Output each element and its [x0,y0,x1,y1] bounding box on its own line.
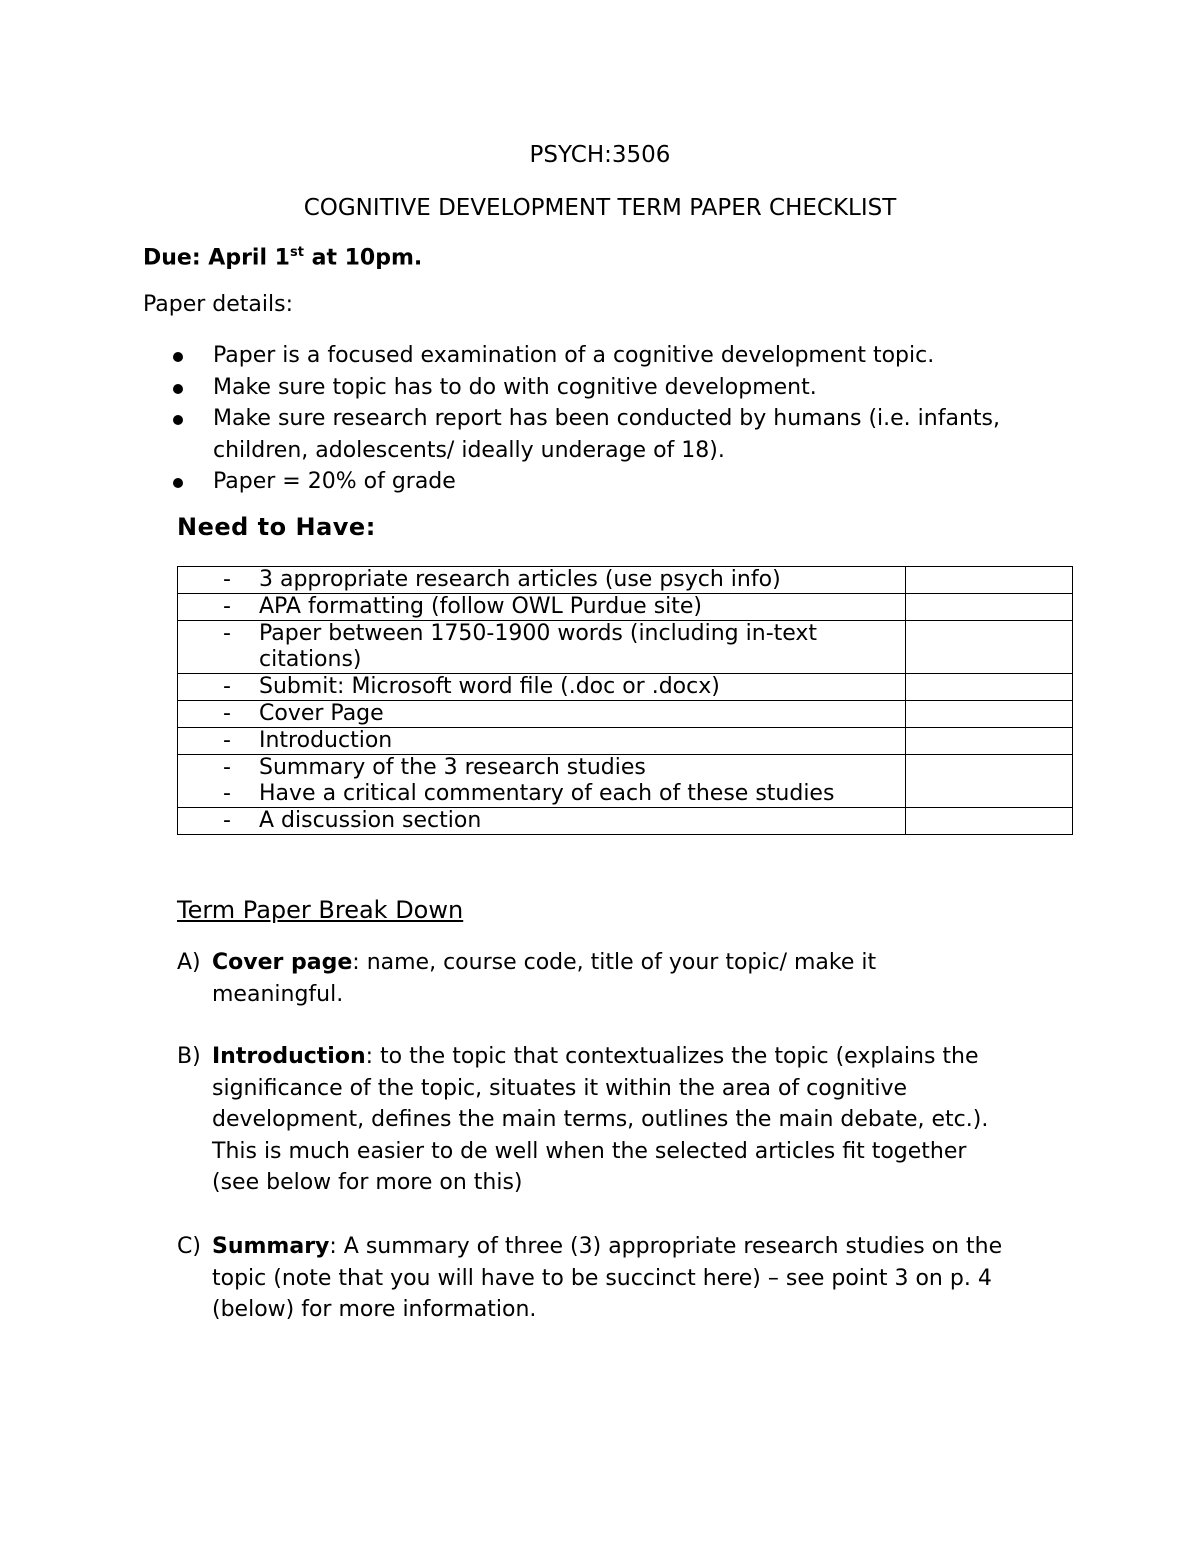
section-letter: C) [177,1234,201,1259]
section-letter: B) [177,1044,201,1069]
table-row [178,594,1073,621]
check-box-cell [906,808,1073,835]
section-letter: A) [177,950,201,975]
document-title: COGNITIVE DEVELOPMENT TERM PAPER CHECKLIST [303,195,897,221]
bullet-icon [173,478,183,488]
paper-details-list [143,340,1103,498]
table-row [178,701,1073,728]
course-code: PSYCH:3506 [529,142,671,168]
section-term: Cover page [212,950,353,975]
table-row [178,755,1073,808]
section-cover-page: A) Cover page: name, course code, title of your topic/ make it meaningful. [177,947,1077,1010]
table-row [178,621,1073,674]
table-row [178,808,1073,835]
check-box-cell [906,728,1073,755]
table-row [178,567,1073,594]
checklist-item: - APA formatting (follow OWL Purdue site) [178,594,906,621]
dash-marker: - [223,621,231,646]
term-paper-breakdown-heading: Term Paper Break Down [177,896,464,924]
dash-marker: - [223,755,231,780]
due-superscript: st [289,245,304,260]
list-item: Paper = 20% of grade [143,466,1103,498]
section-term: Introduction [212,1044,366,1069]
table-row [178,728,1073,755]
need-to-have-heading: Need to Have: [177,513,376,541]
section-summary: C) Summary: A summary of three (3) appropriate research studies on the topic (note that you will have to be succinct here) – see point 3 on p. 4 (below) for more information. [177,1231,1077,1326]
due-suffix: at 10pm. [303,245,423,271]
paper-details-label: Paper details: [143,292,294,317]
dash-marker: - [223,567,231,592]
dash-marker: - [223,594,231,619]
checklist-item: - Paper between 1750-1900 words (including in-text citations) [178,621,906,674]
checklist-item: - 3 appropriate research articles (use psych info) [178,567,906,594]
list-item: Paper is a focused examination of a cognitive development topic. [143,340,1103,372]
list-item: Make sure topic has to do with cognitive development. [143,372,1103,404]
check-box-cell [906,701,1073,728]
check-box-cell [906,674,1073,701]
section-term: Summary [212,1234,330,1259]
check-box-cell [906,594,1073,621]
check-box-cell [906,621,1073,674]
checklist-table [177,566,1073,835]
checklist-item: - Introduction [178,728,906,755]
checklist-item: - Cover Page [178,701,906,728]
checklist-item: - A discussion section [178,808,906,835]
bullet-icon [173,384,183,394]
dash-marker: - [223,781,231,806]
list-item: Make sure research report has been conducted by humans (i.e. infants, children, adolescents/ ideally underage of 18). [143,403,1103,466]
section-introduction: B) Introduction: to the topic that contextualizes the topic (explains the significance of the topic, situates it within the area of cognitive development, defines the main terms, outlines the main debate, etc.). This is much easier to de well when the selected articles fit together (see below for more on this) [177,1041,1077,1199]
dash-marker: - [223,674,231,699]
dash-marker: - [223,701,231,726]
due-date [143,245,422,270]
dash-marker: - [223,728,231,753]
check-box-cell [906,567,1073,594]
checklist-item: - Submit: Microsoft word file (.doc or .docx) [178,674,906,701]
bullet-icon [173,415,183,425]
table-row [178,674,1073,701]
checklist-item: - Summary of the 3 research studies - Have a critical commentary of each of these studies [178,755,906,808]
dash-marker: - [223,808,231,833]
due-prefix: Due: April 1 [143,245,290,271]
check-box-cell [906,755,1073,808]
bullet-icon [173,352,183,362]
